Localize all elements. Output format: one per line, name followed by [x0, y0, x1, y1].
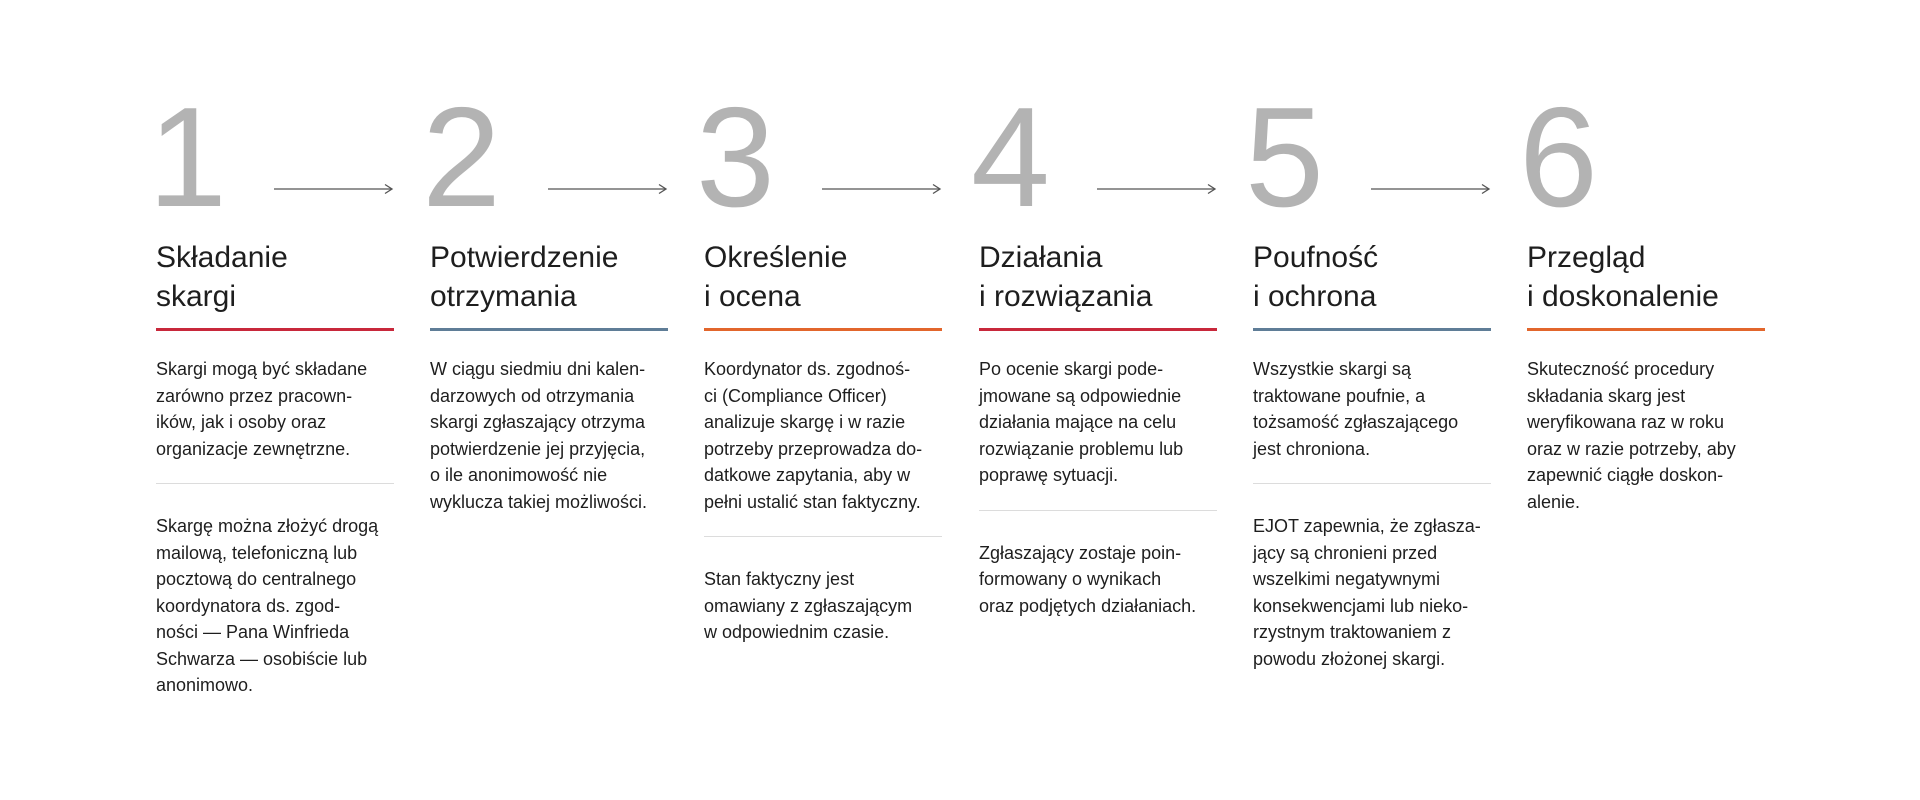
arrow-right-icon — [1371, 182, 1491, 196]
step-text: W ciągu siedmiu dni kalen- darzowych od otrzymania skargi zgłaszający otrzyma potwierdzenie jej przyjęcia, o ile anonimowość nie wyklucza takiej możliwości. — [430, 359, 648, 512]
step-number: 6 — [1519, 78, 1598, 237]
accent-rule — [430, 328, 668, 331]
step-text: Stan faktyczny jest omawiany z zgłaszającym w odpowiednim czasie. — [704, 569, 913, 642]
arrow-right-icon — [822, 182, 942, 196]
step-3 — [696, 78, 944, 646]
step-text: Skargę można złożyć drogą mailową, telefoniczną lub pocztową do centralnego koordynatora ds. zgod- ności — Pana Winfrieda Schwarza — osobiście lub anonimowo. — [156, 516, 379, 695]
step-title: Określenie i ocena — [704, 241, 848, 313]
text-separator — [704, 536, 942, 537]
step-title: Działania i rozwiązania — [979, 241, 1153, 313]
step-number: 4 — [971, 78, 1050, 237]
accent-rule — [1253, 328, 1491, 331]
step-text: Skargi mogą być składane zarówno przez pracown- ików, jak i osoby oraz organizacje zewnętrzne. — [156, 359, 368, 459]
step-text: Po ocenie skargi pode- jmowane są odpowiednie działania mające na celu rozwiązanie problemu lub poprawę sytuacji. — [979, 359, 1184, 485]
step-number: 2 — [422, 78, 501, 237]
step-title: Składanie skargi — [156, 241, 288, 313]
step-title: Przegląd i doskonalenie — [1527, 241, 1719, 313]
step-6 — [1519, 78, 1767, 515]
arrow-right-icon — [548, 182, 668, 196]
text-separator — [979, 510, 1217, 511]
step-text: Koordynator ds. zgodnoś- ci (Compliance Officer) analizuje skargę i w razie potrzeby przeprowadza do- datkowe zapytania, aby w pełni ustalić stan faktyczny. — [704, 359, 923, 512]
arrow-right-icon — [274, 182, 394, 196]
accent-rule — [156, 328, 394, 331]
step-text: Wszystkie skargi są traktowane poufnie, a tożsamość zgłaszającego jest chroniona. — [1253, 359, 1459, 459]
accent-rule — [704, 328, 942, 331]
step-text: Zgłaszający zostaje poin- formowany o wynikach oraz podjętych działaniach. — [979, 542, 1197, 616]
step-5 — [1245, 78, 1493, 672]
accent-rule — [979, 328, 1217, 331]
step-number: 3 — [696, 78, 775, 237]
step-number: 5 — [1245, 78, 1324, 237]
arrow-right-icon — [1097, 182, 1217, 196]
text-separator — [156, 483, 394, 484]
step-text: EJOT zapewnia, że zgłasza- jący są chronieni przed wszelkimi negatywnymi konsekwencjami lub nieko- rzystnym traktowaniem z powodu złożonej skargi. — [1253, 516, 1481, 669]
step-title: Poufność i ochrona — [1253, 241, 1379, 313]
step-text: Skuteczność procedury składania skarg jest weryfikowana raz w roku oraz w razie potrzeby, aby zapewnić ciągłe doskon- alenie. — [1527, 359, 1736, 512]
step-1 — [148, 78, 396, 699]
step-number: 1 — [148, 78, 227, 237]
text-separator — [1253, 483, 1491, 484]
step-4 — [971, 78, 1219, 619]
step-2 — [422, 78, 670, 515]
accent-rule — [1527, 328, 1765, 331]
step-title: Potwierdzenie otrzymania — [430, 241, 619, 313]
